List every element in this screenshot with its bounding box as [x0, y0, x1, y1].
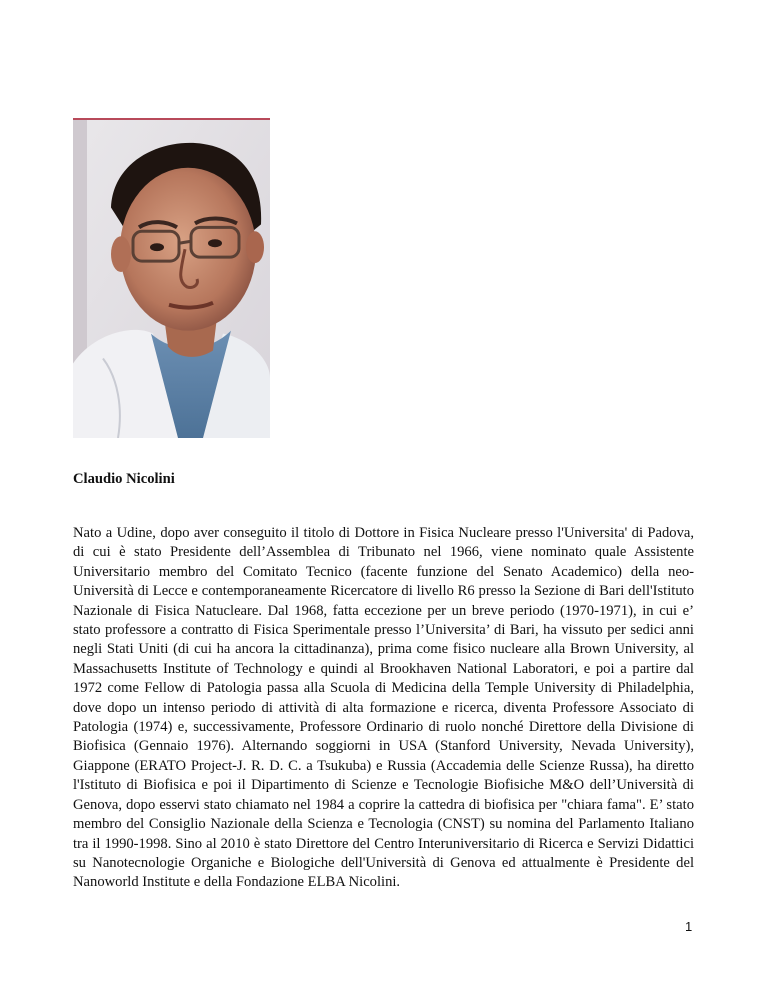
biography-paragraph: Nato a Udine, dopo aver conseguito il titolo di Dottore in Fisica Nucleare presso l'Universita' di Padova, di cui è stato Presidente dell’Assemblea di Tribunato nel 1966, viene nominato quale Assistente Universitario membro del Comitato Tecnico (facente funzione del Senato Academico) della neo-Università di Lecce e contemporaneamente Ricercatore di livello R6 presso la Sezione di Bari dell'Istituto Nazionale di Fisica Natucleare. Dal 1968, fatta eccezione per un breve periodo (1970-1971), in cui e’ stato professore a contratto di Fisica Sperimentale presso l’Universita’ di Bari, ha vissuto per sedici anni negli Stati Uniti (di cui ha ancora la cittadinanza), prima come fisico nucleare alla Brown University, al Massachusetts Institute of Technology e quindi al Brookhaven National Laboratori, e poi a partire dal 1972 come Fellow di Patologia passa alla Scuola di Medicina della Temple University di Philadelphia, dove dopo un intenso periodo di attività di alta formazione e ricerca, diventa Professore Associato di Patologia (1974) e, successivamente, Professore Ordinario di ruolo nonché Direttore della Divisione di Biofisica (Gennaio 1976). Alternando soggiorni in USA (Stanford University, Nevada University), Giappone (ERATO Project-J. R. D. C. a Tsukuba) e Russia (Accademia delle Scienze Russa), ha diretto l'Istituto di Biofisica e poi il Dipartimento di Scienze e Tecnologie Biofisiche M&O dell’Università di Genova, dopo esservi stato chiamato nel 1984 a coprire la cattedra di biofisica per "chiara fama". E’ stato membro del Consiglio Nazionale della Scienza e Tecnologia (CNST) su nomina del Parlamento Italiano tra il 1990-1998. Sino al 2010 è stato Direttore del Centro Interuniversitario di Ricerca e Servizi Didattici su Nanotecnologie Organiche e Biologiche dell'Università di Genova ed attualmente è Presidente del Nanoworld Institute e della Fondazione ELBA Nicolini.	[73, 525, 694, 891]
portrait-photo	[73, 118, 270, 438]
person-name: Claudio Nicolini	[73, 471, 175, 487]
page-number: 1	[685, 919, 693, 934]
